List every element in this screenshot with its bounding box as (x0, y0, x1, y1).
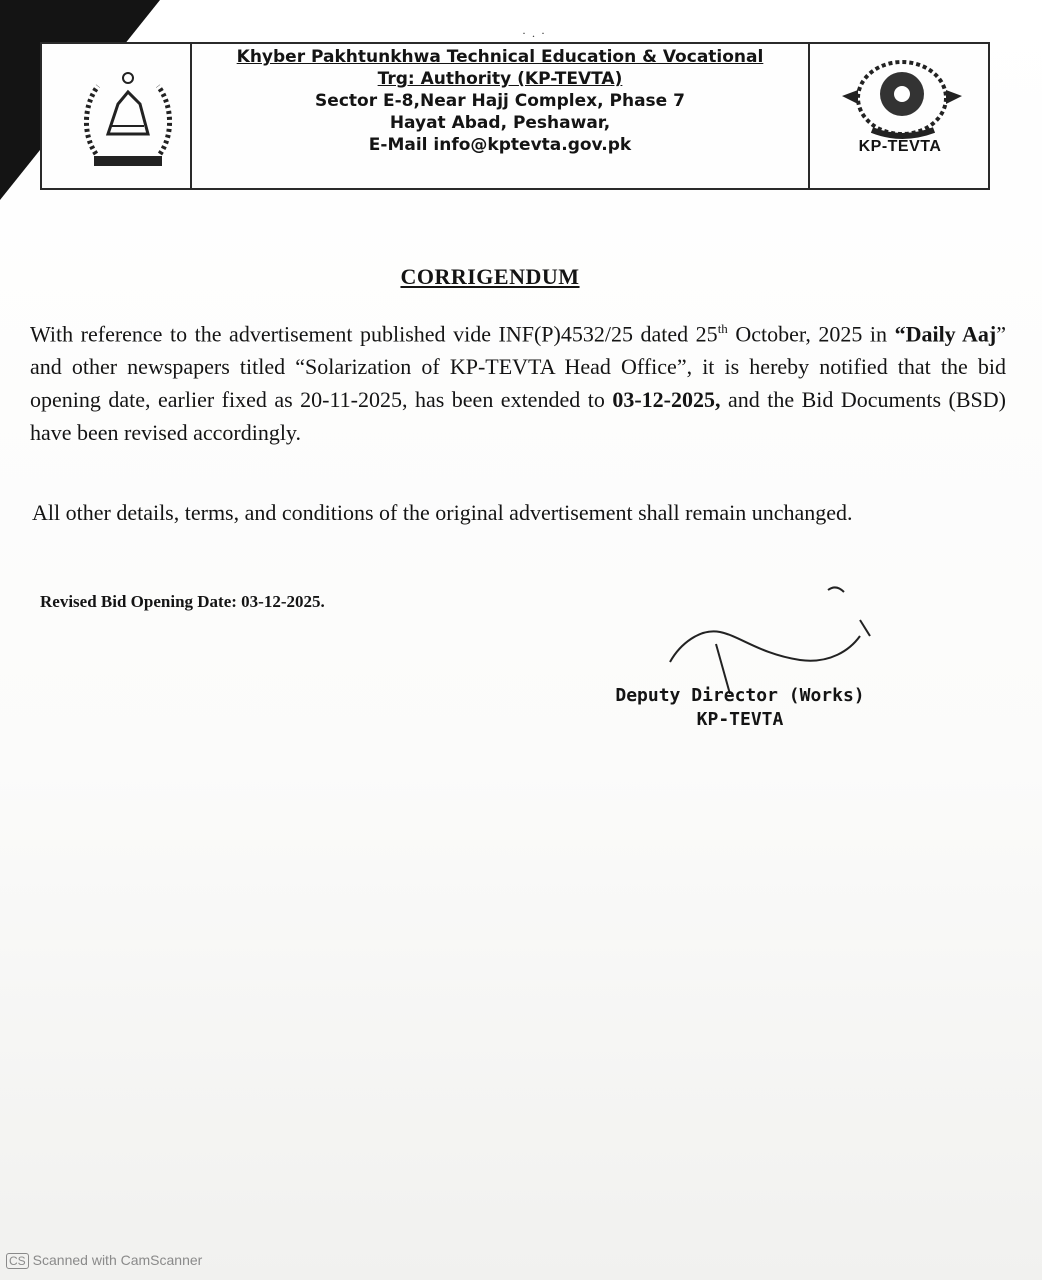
para1-text-1: With reference to the advertisement published vide INF(P)4532/25 dated 25 (30, 321, 718, 347)
camscanner-text: Scanned with CamScanner (32, 1252, 203, 1268)
body-paragraph-1 (30, 312, 1006, 449)
signatory-block (580, 684, 900, 732)
letterhead-divider (190, 44, 192, 188)
address-line1: Sector E-8,Near Hajj Complex, Phase 7 (315, 91, 685, 111)
revised-bid-date: Revised Bid Opening Date: 03-12-2025. (40, 592, 325, 611)
para1-text-2: October, 2025 in (727, 321, 895, 347)
page-title: CORRIGENDUM (400, 264, 580, 289)
logo-caption: KP-TEVTA (858, 138, 942, 155)
body-paragraph-2: All other details, terms, and conditions of the original advertisement shall remain unchanged. (32, 500, 853, 525)
address-line2: Hayat Abad, Peshawar, (389, 113, 611, 133)
handwritten-signature (660, 584, 890, 694)
signatory-org: KP-TEVTA (696, 709, 784, 730)
new-bid-date: 03-12-2025, (612, 387, 721, 413)
para1-text-4: and the Bid Documents (BSD) have been revised accordingly. (30, 387, 1006, 446)
scan-specks: ·.· (522, 26, 551, 40)
newspaper-name: “Daily Aaj (894, 321, 997, 347)
org-name-line1: Khyber Pakhtunkhwa Technical Education & Vocational (236, 47, 764, 67)
letterhead-divider (808, 44, 810, 188)
signatory-title: Deputy Director (Works) (615, 685, 865, 706)
letterhead-address (194, 46, 806, 156)
para1-superscript: th (717, 321, 728, 336)
kp-government-emblem-icon (78, 64, 178, 174)
org-name-line2: Trg: Authority (KP-TEVTA) (377, 69, 623, 89)
para1-text-3: ” and other newspapers titled “Solarization of KP-TEVTA Head Office”, it is hereby notified that the bid opening date, earlier fixed as 20-11-2025, has been extended to (30, 321, 1006, 413)
camscanner-logo-icon: CS (6, 1253, 29, 1269)
email-line: E-Mail info@kptevta.gov.pk (368, 135, 632, 155)
camscanner-watermark (6, 1252, 202, 1269)
letterhead (40, 42, 990, 190)
